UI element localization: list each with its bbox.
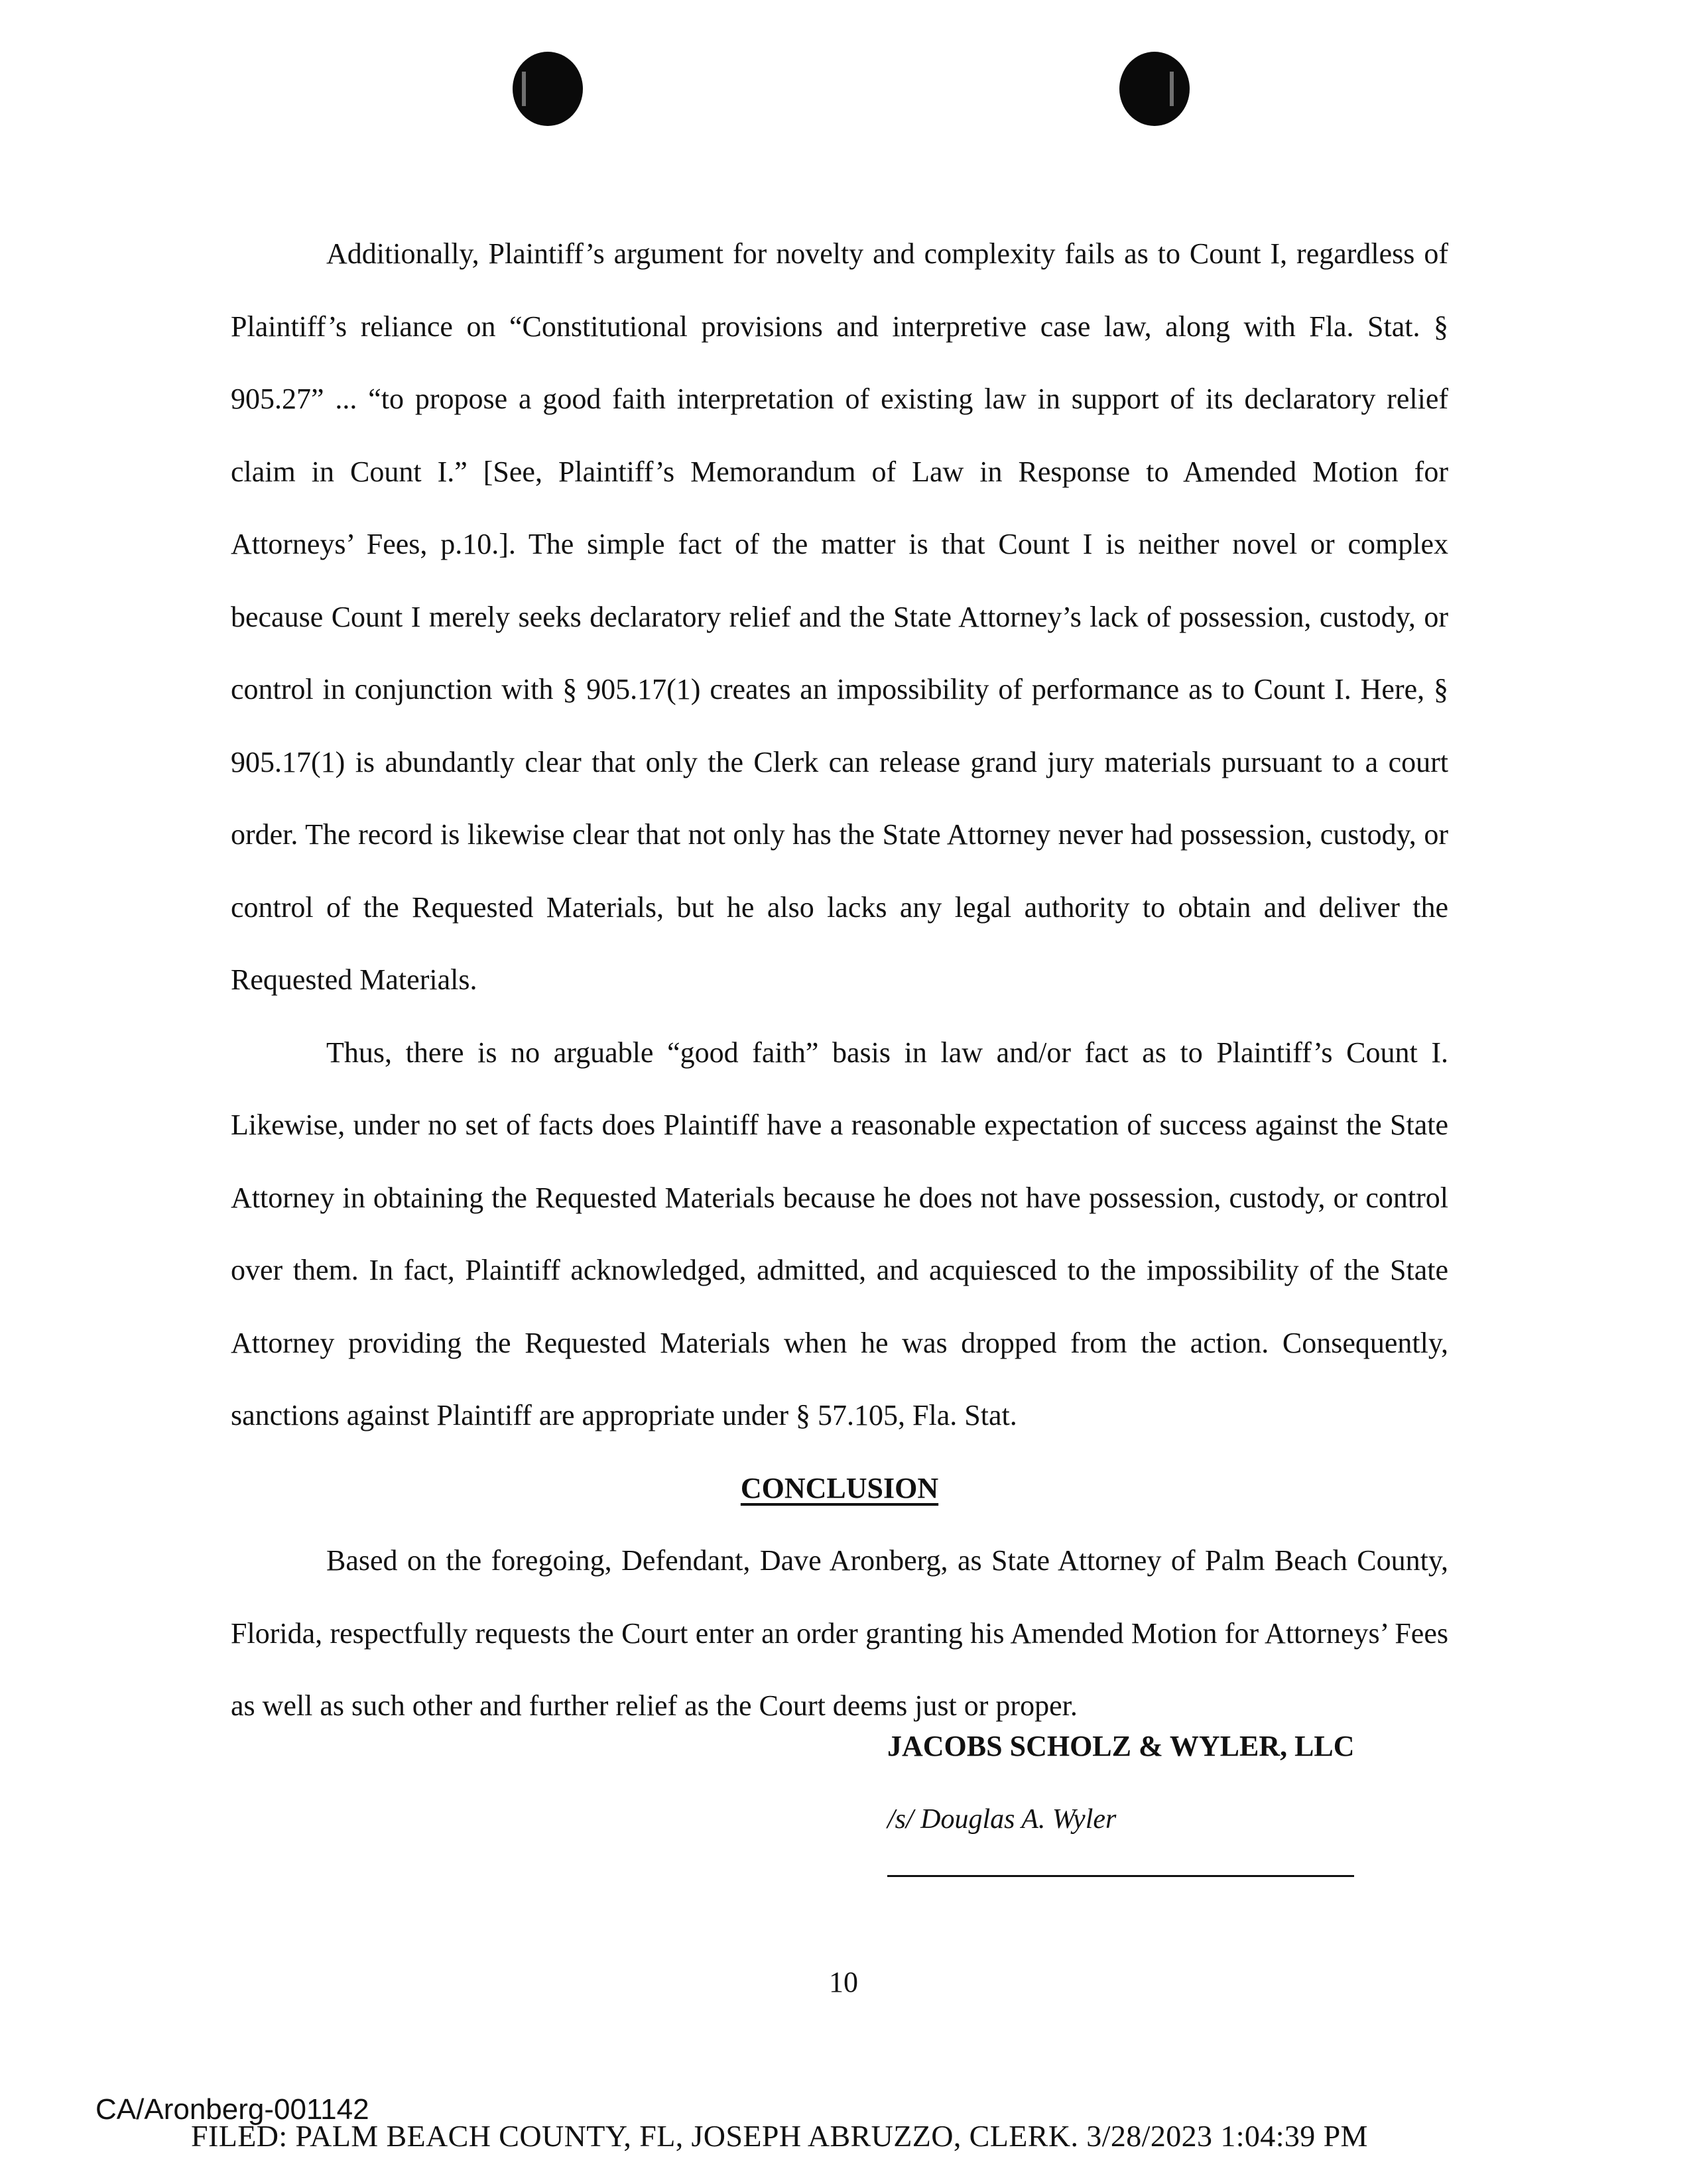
signature-line (887, 1875, 1354, 1877)
document-body (231, 217, 1448, 1742)
hole-punch-right (1119, 52, 1190, 126)
page-number: 10 (829, 1966, 858, 1998)
conclusion-paragraph: Based on the foregoing, Defendant, Dave Aronberg, as State Attorney of Palm Beach County, Florida, respectfully requests the Court enter an order granting his Amended Motion for Attorneys’ Fees as well as such other and further relief as the Court deems just or proper. (231, 1544, 1448, 1722)
conclusion-heading: CONCLUSION (740, 1471, 939, 1504)
paragraph-sanctions-argument: Thus, there is no arguable “good faith” basis in law and/or fact as to Plaintiff’s Count I. Likewise, under no set of facts does Plaintiff have a reasonable expectation of success against the State Attorney in obtaining the Requested Materials because he does not have possession, custody, or control over them. In fact, Plaintiff acknowledged, admitted, and acquiesced to the impossibility of the State Attorney providing the Requested Materials when he was dropped from the action. Consequently, sanctions against Plaintiff are appropriate under § 57.105, Fla. Stat. (231, 1036, 1448, 1431)
electronic-signature: /s/ Douglas A. Wyler (887, 1804, 1117, 1835)
law-firm-name: JACOBS SCHOLZ & WYLER, LLC (887, 1730, 1355, 1762)
paragraph-count-one-argument: Additionally, Plaintiff’s argument for novelty and complexity fails as to Count I, regardless of Plaintiff’s reliance on “Constitutional provisions and interpretive case law, along with Fla. Stat. § 905.27” ... “to propose a good faith interpretation of existing law in support of its declaratory relief claim in Count I.” [See, Plaintiff’s Memorandum of Law in Response to Amended Motion for Attorneys’ Fees, p.10.]. The simple fact of the matter is that Count I is neither novel or complex because Count I merely seeks declaratory relief and the State Attorney’s lack of possession, custody, or control in conjunction with § 905.17(1) creates an impossibility of performance as to Count I. Here, § 905.17(1) is abundantly clear that only the Clerk can release grand jury materials pursuant to a court order. The record is likewise clear that not only has the State Attorney never had possession, custody, or control of the Requested Materials, but he also lacks any legal authority to obtain and deliver the Requested Materials. (231, 237, 1448, 996)
filing-stamp: FILED: PALM BEACH COUNTY, FL, JOSEPH ABRUZZO, CLERK. 3/28/2023 1:04:39 PM (191, 2119, 1368, 2153)
hole-punch-left (513, 52, 583, 126)
bates-number: CA/Aronberg-001142 (95, 2093, 369, 2126)
